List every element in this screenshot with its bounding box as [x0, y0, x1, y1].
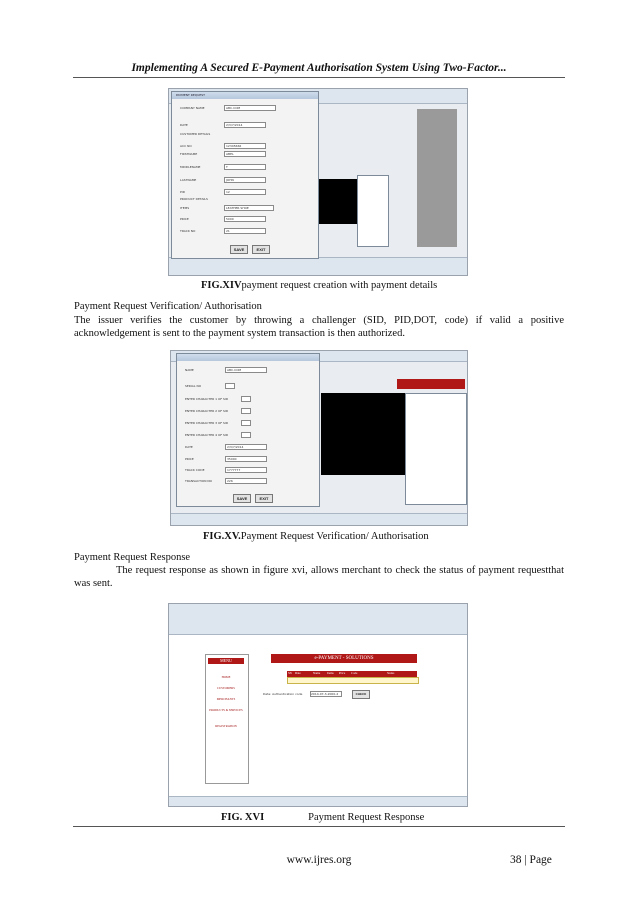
sid-char-2-field[interactable]	[241, 408, 251, 414]
field-label: FIRSTNAME	[180, 152, 198, 156]
status-table-row	[287, 677, 419, 684]
table-header: Status	[387, 671, 395, 675]
field-label: ITEMS	[180, 206, 190, 210]
field-value: ABC.COM	[227, 368, 242, 372]
field-value: T	[226, 165, 228, 169]
status-bar	[169, 796, 467, 807]
exit-button[interactable]: EXIT	[252, 245, 270, 254]
figure-15-caption	[203, 531, 429, 542]
pid-field[interactable]	[224, 189, 266, 195]
field-value: ABEL	[226, 152, 234, 156]
section-heading: Payment Request Response	[74, 552, 191, 563]
field-label: ENTER CHARACTER 1 OF SID	[185, 397, 229, 401]
figure-16-caption	[221, 812, 424, 823]
check-button[interactable]: CHECK	[352, 690, 370, 699]
field-value: 1777777	[227, 468, 241, 472]
date-label: Date: Authentication code	[263, 692, 303, 696]
window-title: PAYMENT REQUEST	[176, 93, 205, 97]
field-label: TRACK CODE	[185, 468, 205, 472]
section-paragraph: The issuer verifies the customer by throwing a challenger (SID, PID,DOT, code) if valid a positive acknowledgement is sent to the payment system transaction is then authorized.	[74, 315, 564, 339]
field-value: 12	[226, 190, 230, 194]
field-label: NAME	[185, 368, 194, 372]
field-label: LASTNAME	[180, 178, 197, 182]
figure-16-screenshot	[168, 603, 468, 807]
figure-15-screenshot	[170, 350, 468, 526]
save-button[interactable]: SAVE	[230, 245, 248, 254]
grey-panel	[417, 109, 457, 247]
field-label: COMPANY NAME	[180, 106, 205, 110]
dark-panel	[321, 393, 405, 475]
field-value: 5000	[226, 217, 234, 221]
menu-item-merchants[interactable]: MERCHANTS	[216, 697, 236, 701]
browser-toolbar	[169, 604, 467, 635]
field-label: ACC NO	[180, 144, 192, 148]
field-value: LEATHER SHOE	[226, 206, 249, 210]
field-label: TRACK NO	[180, 229, 196, 233]
field-label: MIDDLENAME	[180, 165, 201, 169]
field-value: JOHN	[226, 178, 234, 182]
field-label: PRICE	[180, 217, 189, 221]
table-header: Items	[327, 671, 334, 675]
menu-sidebar	[205, 654, 249, 784]
footer-url: www.ijres.org	[286, 854, 352, 866]
header-rule	[73, 77, 565, 78]
field-label: DATE	[185, 445, 193, 449]
field-label: DATE	[180, 123, 188, 127]
field-value: 2/3/7/2014	[226, 123, 243, 127]
save-button[interactable]: SAVE	[233, 494, 251, 503]
background-banner	[397, 379, 465, 389]
window-titlebar	[177, 354, 319, 361]
field-value: 35000	[227, 457, 237, 461]
background-window	[357, 175, 389, 247]
field-label: ENTER CHARACTER 3 OF SID	[185, 421, 229, 425]
payment-request-window	[171, 91, 319, 259]
field-value: 2/3/7/2014	[227, 445, 244, 449]
field-value: 226	[227, 479, 233, 483]
date-value: 2014-07-3-2000-2	[311, 692, 339, 696]
running-header: Implementing A Secured E-Payment Authorisation System Using Two-Factor...	[131, 62, 507, 74]
menu-item-registration[interactable]: REGISTRATION	[215, 724, 237, 728]
field-label: TRANSACTION NO	[185, 479, 213, 483]
status-bar	[171, 513, 467, 526]
table-header: SN	[288, 671, 292, 675]
middlename-field[interactable]	[224, 164, 266, 170]
table-header: Date	[295, 671, 301, 675]
sid-char-3-field[interactable]	[241, 420, 251, 426]
figure-16-caption-text: Payment Request Response	[308, 812, 425, 823]
field-label: PID	[180, 190, 186, 194]
field-label: SERIAL NO	[185, 384, 202, 388]
figure-15-label: FIG.XV.	[203, 531, 241, 542]
figure-16-label: FIG. XVI	[221, 812, 265, 823]
section-paragraph: The request response as shown in figure xvi, allows merchant to check the status of payment requestthat was sent.	[74, 565, 564, 589]
sid-char-1-field[interactable]	[241, 396, 251, 402]
exit-button[interactable]: EXIT	[255, 494, 273, 503]
table-header: Price	[339, 671, 346, 675]
menu-item-customers[interactable]: CUSTOMERS	[217, 686, 235, 690]
menu-item-products[interactable]: PRODUCTS & SERVICES	[209, 708, 243, 712]
dark-panel	[319, 179, 359, 224]
sid-char-4-field[interactable]	[241, 432, 251, 438]
figure-14-screenshot	[168, 88, 468, 276]
bottom-toolbar	[169, 257, 467, 276]
figure-14-caption-text: payment request creation with payment details	[241, 280, 438, 291]
section-heading: Payment Request Verification/ Authorisation	[74, 301, 262, 312]
field-label: ENTER CHARACTER 2 OF SID	[185, 409, 229, 413]
serial-no-field[interactable]	[225, 383, 235, 389]
page-number: 38 | Page	[510, 854, 552, 866]
figure-15-caption-text: Payment Request Verification/ Authorisation	[240, 531, 429, 542]
field-label: ENTER CHARACTER 4 OF SID	[185, 433, 229, 437]
field-label: PRICE	[185, 457, 194, 461]
menu-title: MENU	[208, 658, 244, 664]
figure-14-label: FIG.XIV	[201, 280, 242, 291]
figure-14-caption	[201, 280, 437, 291]
footer-rule	[73, 826, 565, 827]
section-label: PRODUCT DETAILS	[180, 197, 208, 201]
section-label: CUSTOMER DETAILS	[180, 132, 211, 136]
table-header: Code	[351, 671, 358, 675]
field-value: 12345666	[226, 144, 242, 148]
verification-window	[176, 353, 320, 507]
background-page	[405, 393, 467, 505]
field-value: 21	[226, 229, 230, 233]
menu-item-home[interactable]: HOME	[221, 675, 231, 679]
table-header: Name	[313, 671, 321, 675]
field-value: ABC.COM	[226, 106, 241, 110]
epayment-banner: e-PAYMENT - SOLUTIONS	[271, 654, 417, 663]
track-no-field[interactable]	[224, 228, 266, 234]
